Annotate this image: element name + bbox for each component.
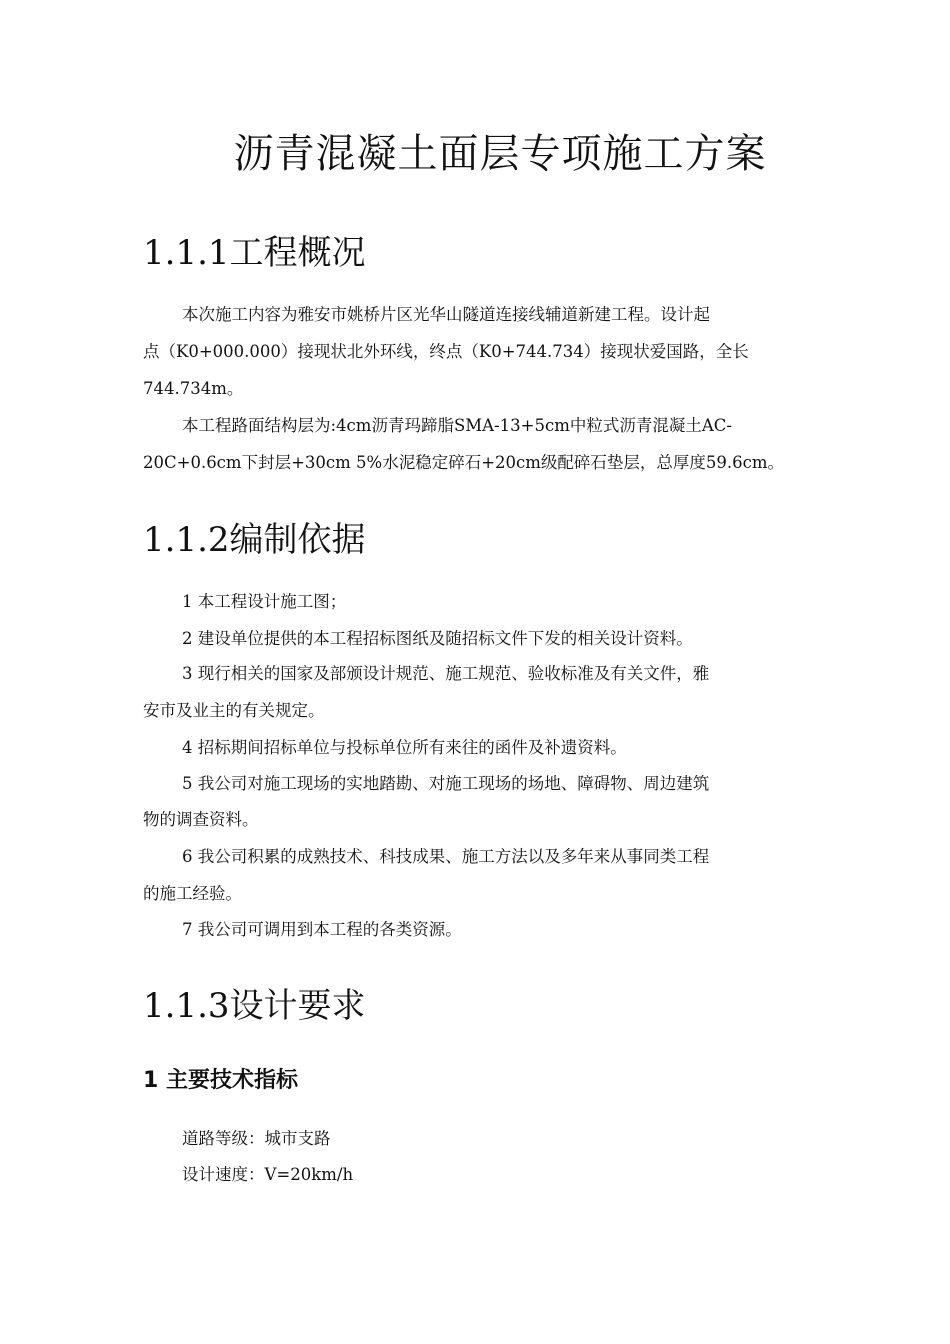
overview-line-1: 本次施工内容为雅安市姚桥片区光华山隧道连接线辅道新建工程。设计起 [182, 305, 710, 324]
subheading-technical-indicators: 1 主要技术指标 [143, 1068, 298, 1093]
basis-line-4: 安市及业主的有关规定。 [143, 701, 325, 720]
road-grade-line: 道路等级：城市支路 [182, 1129, 331, 1148]
overview-line-5: 20C+0.6cm下封层+30cm 5%水泥稳定碎石+20cm级配碎石垫层，总厚度59.6cm。 [143, 453, 785, 472]
basis-line-7: 物的调查资料。 [143, 810, 259, 829]
section-heading-design-requirements: 1.1.3设计要求 [143, 986, 366, 1026]
basis-line-6: 5 我公司对施工现场的实地踏勘、对施工现场的场地、障碍物、周边建筑 [182, 774, 710, 793]
document-title: 沥青混凝土面层专项施工方案 [233, 131, 767, 177]
basis-line-2: 2 建设单位提供的本工程招标图纸及随招标文件下发的相关设计资料。 [182, 629, 693, 648]
section-heading-basis: 1.1.2编制依据 [143, 520, 366, 560]
overview-line-3: 744.734m。 [143, 379, 244, 398]
basis-line-3: 3 现行相关的国家及部颁设计规范、施工规范、验收标准及有关文件，雅 [182, 664, 710, 683]
basis-line-5: 4 招标期间招标单位与投标单位所有来往的函件及补遗资料。 [182, 738, 627, 757]
overview-line-2: 点（K0+000.000）接现状北外环线，终点（K0+744.734）接现状爱国路，全长 [143, 342, 749, 361]
section-heading-overview: 1.1.1工程概况 [143, 233, 366, 273]
overview-line-4: 本工程路面结构层为:4cm沥青玛蹄脂SMA-13+5cm中粒式沥青混凝土AC- [182, 416, 732, 435]
basis-line-8: 6 我公司积累的成熟技术、科技成果、施工方法以及多年来从事同类工程 [182, 847, 710, 866]
basis-line-9: 的施工经验。 [143, 884, 242, 903]
basis-line-10: 7 我公司可调用到本工程的各类资源。 [182, 920, 462, 939]
design-speed-line: 设计速度：V=20km/h [182, 1165, 354, 1184]
basis-line-1: 1 本工程设计施工图； [182, 592, 347, 611]
